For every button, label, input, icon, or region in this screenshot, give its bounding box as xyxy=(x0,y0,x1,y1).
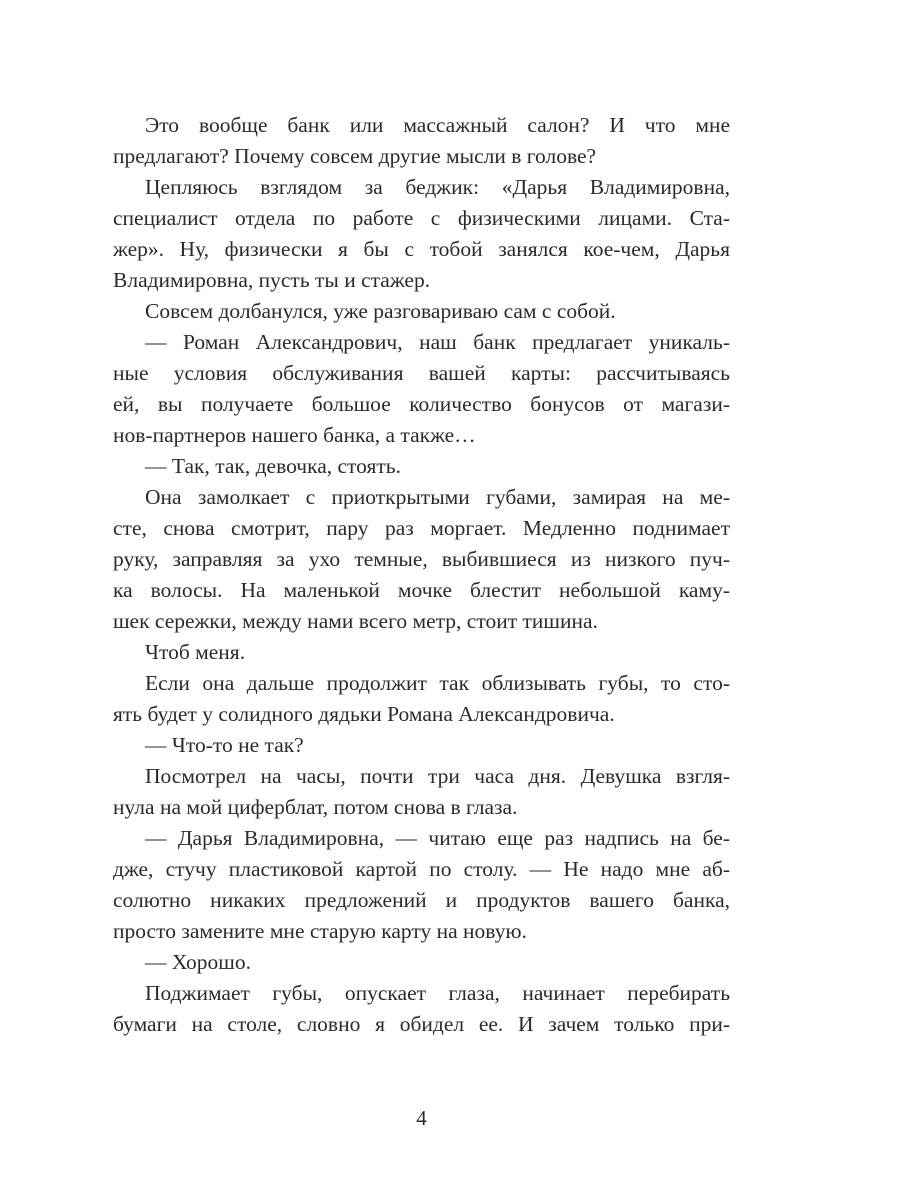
text-line: дже, стучу пластиковой картой по столу. — Не надо мне аб- xyxy=(113,857,730,881)
text-line: бумаги на столе, словно я обидел ее. И зачем только при- xyxy=(113,1012,730,1036)
text-line: Посмотрел на часы, почти три часа дня. Девушка взгля- xyxy=(145,764,730,788)
text-line: — Хорошо. xyxy=(145,950,251,974)
text-line: Владимировна, пусть ты и стажер. xyxy=(113,268,431,292)
text-line: ка волосы. На маленькой мочке блестит небольшой каму- xyxy=(113,578,730,602)
text-line: Поджимает губы, опускает глаза, начинает перебирать xyxy=(145,981,730,1005)
text-line: солютно никаких предложений и продуктов вашего банка, xyxy=(113,888,730,912)
book-page-text xyxy=(113,110,730,1040)
text-line: Чтоб меня. xyxy=(145,640,246,664)
page-number: 4 xyxy=(416,1106,427,1130)
text-line: — Дарья Владимировна, — читаю еще раз надпись на бе- xyxy=(145,826,730,850)
text-line: Это вообще банк или массажный салон? И что мне xyxy=(145,113,730,137)
text-line: Совсем долбанулся, уже разговариваю сам с собой. xyxy=(145,299,616,323)
text-line: ять будет у солидного дядьки Романа Александровича. xyxy=(113,702,615,726)
text-line: Если она дальше продолжит так облизывать губы, то сто- xyxy=(145,671,730,695)
text-line: — Так, так, девочка, стоять. xyxy=(145,454,401,478)
text-line: сте, снова смотрит, пару раз моргает. Медленно поднимает xyxy=(113,516,730,540)
text-line: жер». Ну, физически я бы с тобой занялся кое-чем, Дарья xyxy=(113,237,730,261)
text-line: ные условия обслуживания вашей карты: рассчитываясь xyxy=(113,361,730,385)
text-line: нула на мой циферблат, потом снова в глаза. xyxy=(113,795,518,819)
text-line: ей, вы получаете большое количество бонусов от магази- xyxy=(113,392,730,416)
text-line: — Что-то не так? xyxy=(145,733,304,757)
text-line: специалист отдела по работе с физическими лицами. Ста- xyxy=(113,206,730,230)
text-line: Цепляюсь взглядом за беджик: «Дарья Владимировна, xyxy=(145,175,730,199)
text-line: просто замените мне старую карту на новую. xyxy=(113,919,527,943)
text-line: нов-партнеров нашего банка, а также… xyxy=(113,423,476,447)
text-line: шек сережки, между нами всего метр, стоит тишина. xyxy=(113,609,598,633)
text-line: руку, заправляя за ухо темные, выбившиеся из низкого пуч- xyxy=(113,547,730,571)
text-line: — Роман Александрович, наш банк предлагает уникаль- xyxy=(145,330,730,354)
text-line: Она замолкает с приоткрытыми губами, замирая на ме- xyxy=(145,485,730,509)
text-line: предлагают? Почему совсем другие мысли в голове? xyxy=(113,144,597,168)
